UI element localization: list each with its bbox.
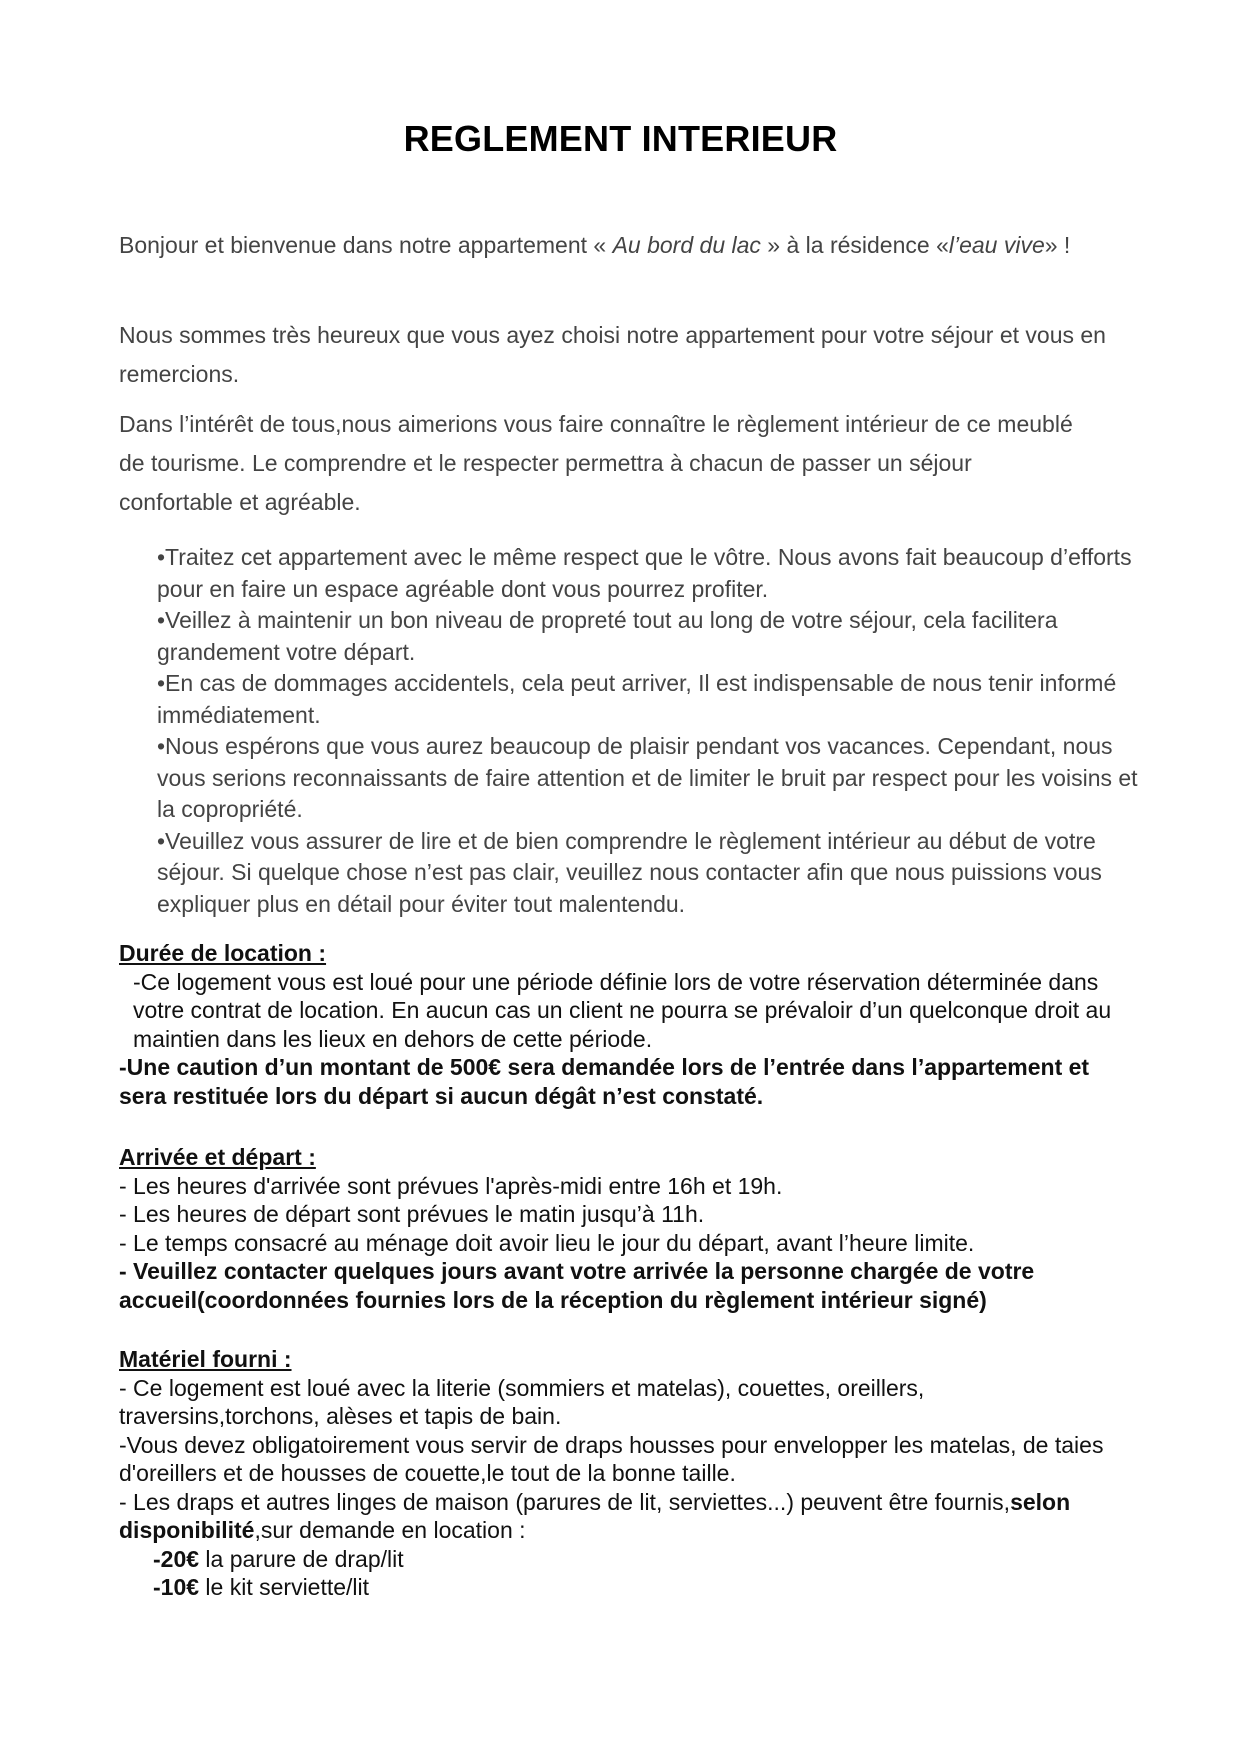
welcome-text-middle: » à la résidence « — [760, 232, 949, 258]
section-materiel — [119, 1345, 1129, 1602]
rules-bullet-list — [157, 542, 1147, 920]
list-item: •Nous espérons que vous aurez beaucoup de plaisir pendant vos vacances. Cependant, nous vous serions reconnaissants de faire attention et de limiter le bruit par respect pour les voisins et la copropriété. — [157, 733, 1138, 822]
rental-text-end: ,sur demande en location : — [254, 1517, 526, 1543]
rental-text-start: - Les draps et autres linges de maison (parures de lit, serviettes...) peuvent être fournis, — [119, 1488, 1011, 1515]
residence-name: l’eau vive — [948, 232, 1045, 258]
apartment-name: Au bord du lac — [612, 232, 761, 258]
arrivee-line: - Les heures de départ sont prévues le matin jusqu’à 11h. — [119, 1201, 705, 1227]
welcome-text-end: » ! — [1044, 232, 1071, 258]
intro-thanks-text: Nous sommes très heureux que vous ayez choisi notre appartement pour votre séjour et vous en remercions. — [119, 322, 1106, 387]
section-arrivee — [119, 1143, 1129, 1314]
price-amount: -20€ — [153, 1545, 200, 1572]
intro-paragraph-thanks — [119, 316, 1109, 394]
materiel-line: - Ce logement est loué avec la literie (sommiers et matelas), couettes, oreillers, traversins,torchons, alèses et tapis de bain. — [119, 1374, 925, 1429]
arrivee-line: - Les heures d'arrivée sont prévues l'après-midi entre 16h et 19h. — [119, 1172, 783, 1199]
price-label: la parure de drap/lit — [199, 1545, 404, 1572]
section-heading-arrivee: Arrivée et départ : — [119, 1144, 316, 1170]
price-amount: -10€ — [153, 1574, 200, 1600]
list-item: •Veuillez vous assurer de lire et de bien comprendre le règlement intérieur au début de votre séjour. Si quelque chose n’est pas clair, veuillez nous contacter afin que nous puissions vous expliquer plus en détail pour éviter tout malentendu. — [157, 827, 1102, 917]
deposit-notice: -Une caution d’un montant de 500€ sera demandée lors de l’entrée dans l’appartement et sera restituée lors du départ si aucun dégât n’est constaté. — [119, 1054, 1090, 1109]
list-item: •Veillez à maintenir un bon niveau de propreté tout au long de votre séjour, cela facilitera grandement votre départ. — [157, 607, 1058, 665]
section-heading-materiel: Matériel fourni : — [119, 1346, 292, 1372]
materiel-line-rental — [119, 1488, 1129, 1545]
page-title: REGLEMENT INTERIEUR — [403, 118, 838, 159]
contact-notice: - Veuillez contacter quelques jours avant votre arrivée la personne chargée de votre accueil(coordonnées fournies lors de la réception du règlement intérieur signé) — [119, 1258, 1035, 1313]
intro-paragraph-welcome — [119, 226, 1119, 265]
duree-text: -Ce logement vous est loué pour une période définie lors de votre réservation déterminée dans votre contrat de location. En aucun cas un client ne pourra se prévaloir d’un quelconque droit au maintien dans les lieux en dehors de cette période. — [133, 968, 1112, 1052]
section-duree — [119, 939, 1129, 1110]
materiel-line: -Vous devez obligatoirement vous servir de draps housses pour envelopper les matelas, de taies d'oreillers et de housses de couette,le tout de la bonne taille. — [119, 1431, 1104, 1486]
price-item — [119, 1545, 1129, 1574]
availability-note: selon disponibilité — [119, 1488, 1071, 1543]
intro-rules-text: Dans l’intérêt de tous,nous aimerions vous faire connaître le règlement intérieur de ce meublé de tourisme. Le comprendre et le respecter permettra à chacun de passer un séjour confortable et agréable. — [119, 411, 1073, 515]
intro-paragraph-rules — [119, 405, 1079, 522]
section-heading-duree: Durée de location : — [119, 940, 327, 966]
arrivee-line: - Le temps consacré au ménage doit avoir lieu le jour du départ, avant l’heure limite. — [119, 1229, 975, 1256]
welcome-text-start: Bonjour et bienvenue dans notre appartement « — [119, 232, 613, 258]
price-item — [119, 1573, 1129, 1602]
list-item: •Traitez cet appartement avec le même respect que le vôtre. Nous avons fait beaucoup d’efforts pour en faire un espace agréable dont vous pourrez profiter. — [157, 544, 1132, 602]
price-label: le kit serviette/lit — [199, 1574, 370, 1600]
list-item: •En cas de dommages accidentels, cela peut arriver, Il est indispensable de nous tenir informé immédiatement. — [157, 670, 1117, 728]
